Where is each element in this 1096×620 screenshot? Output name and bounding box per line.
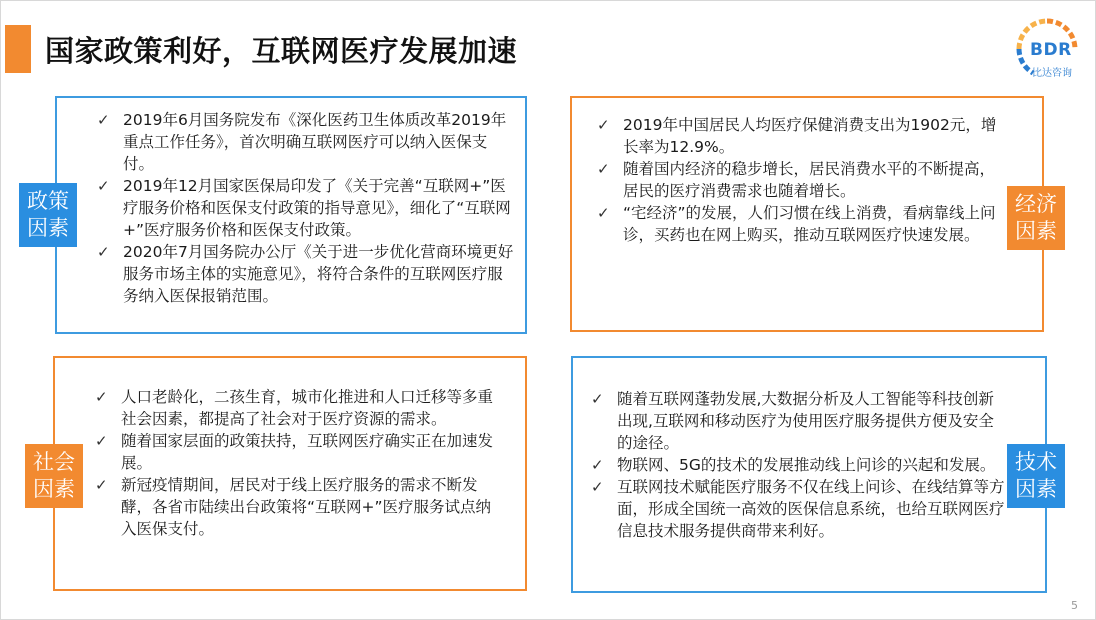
check-icon: ✓ [591, 478, 604, 496]
logo-subtitle: 比达咨询 [1032, 68, 1072, 79]
check-icon: ✓ [591, 456, 604, 474]
list-item: ✓ 2019年6月国务院发布《深化医药卫生体质改革2019年重点工作任务》，首次明确互联网医疗可以纳入医保支付。 [97, 111, 507, 173]
technology-list [591, 388, 1009, 542]
economy-list [597, 114, 1009, 246]
check-icon: ✓ [95, 388, 108, 406]
page-title: 国家政策利好，互联网医疗发展加速 [45, 34, 518, 68]
check-icon: ✓ [591, 390, 604, 408]
check-icon: ✓ [97, 177, 110, 195]
society-tag: 社会 因素 [25, 444, 83, 508]
logo-name: BDR [1030, 40, 1072, 60]
check-icon: ✓ [597, 116, 610, 134]
list-item: ✓ 2020年7月国务院办公厅《关于进一步优化营商环境更好服务市场主体的实施意见》，将符合条件的互联网医疗服务纳入医保报销范围。 [97, 243, 514, 305]
page-number: 5 [1071, 599, 1078, 612]
check-icon: ✓ [597, 160, 610, 178]
list-item: ✓ 人口老龄化，二孩生育，城市化推进和人口迁移等多重社会因素，都提高了社会对于医疗资源的需求。 [95, 388, 494, 428]
economy-tag: 经济 因素 [1007, 186, 1065, 250]
check-icon: ✓ [95, 432, 108, 450]
list-item: ✓ “宅经济”的发展，人们习惯在线上消费，看病靠线上问诊，买药也在网上购买，推动互联网医疗快速发展。 [597, 204, 996, 244]
list-item: ✓ 随着国内经济的稳步增长，居民消费水平的不断提高，居民的医疗消费需求也随着增长。 [597, 160, 996, 200]
list-item: ✓ 互联网技术赋能医疗服务不仅在线上问诊、在线结算等方面，形成全国统一高效的医保信息系统，也给互联网医疗信息技术服务提供商带来利好。 [591, 478, 1005, 540]
check-icon: ✓ [97, 111, 110, 129]
list-item: ✓ 2019年12月国家医保局印发了《关于完善“互联网+”医疗服务价格和医保支付政策的指导意见》，细化了“互联网+”医疗服务价格和医保支付政策。 [97, 177, 511, 239]
list-item: ✓ 2019年中国居民人均医疗保健消费支出为1902元，增长率为12.9%。 [597, 116, 997, 156]
list-item: ✓ 物联网、5G的技术的发展推动线上问诊的兴起和发展。 [591, 456, 996, 474]
technology-tag: 技术 因素 [1007, 444, 1065, 508]
list-item: ✓ 随着互联网蓬勃发展,大数据分析及人工智能等科技创新出现,互联网和移动医疗为使用医疗服务提供方便及安全的途径。 [591, 390, 994, 452]
check-icon: ✓ [597, 204, 610, 222]
list-item: ✓ 随着国家层面的政策扶持，互联网医疗确实正在加速发展。 [95, 432, 494, 472]
title-accent-bar [5, 25, 31, 73]
society-list [95, 386, 505, 540]
policy-tag: 政策 因素 [19, 183, 77, 247]
check-icon: ✓ [95, 476, 108, 494]
list-item: ✓ 新冠疫情期间，居民对于线上医疗服务的需求不断发酵，各省市陆续出台政策将“互联网+”医疗服务试点纳入医保支付。 [95, 476, 492, 538]
policy-list [97, 109, 515, 307]
check-icon: ✓ [97, 243, 110, 261]
